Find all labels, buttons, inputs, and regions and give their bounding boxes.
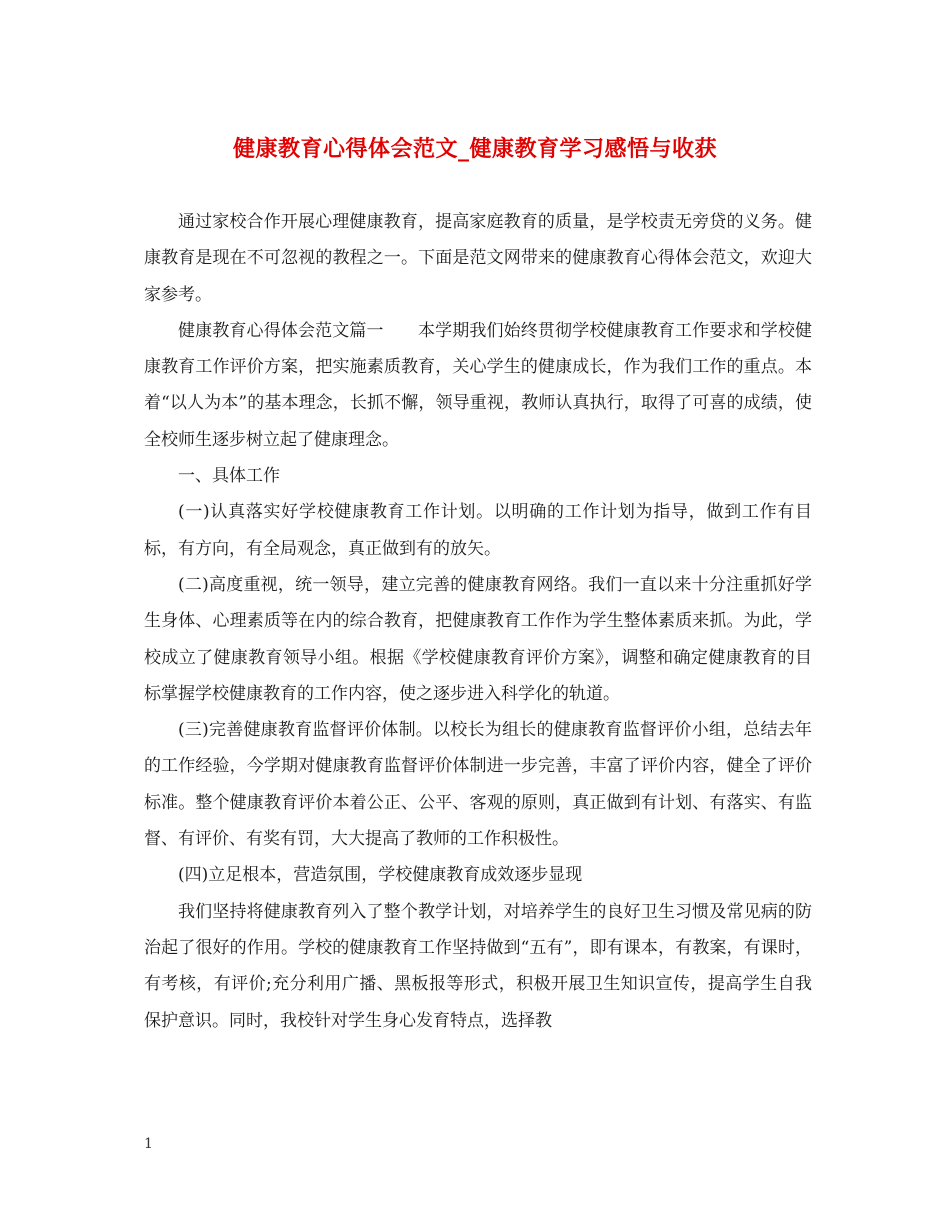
document-title: 健康教育心得体会范文_健康教育学习感悟与收获	[232, 137, 717, 162]
page-number: 1	[144, 1136, 153, 1152]
document-body	[144, 204, 812, 1039]
paragraph-item-four-heading: (四)立足根本，营造氛围，学校健康教育成效逐步显现	[178, 865, 583, 886]
paragraph-item-three: (三)完善健康教育监督评价体制。以校长为组长的健康教育监督评价小组，总结去年的工作经验，今学期对健康教育监督评价体制进一步完善，丰富了评价内容，健全了评价标准。整个健康教育评价本着公正、公平、客观的原则，真正做到有计划、有落实、有监督、有评价、有奖有罚，大大提高了教师的工作积极性。	[144, 720, 812, 850]
section-heading-specific-work: 一、具体工作	[178, 466, 280, 487]
paragraph-item-one: (一)认真落实好学校健康教育工作计划。以明确的工作计划为指导，做到工作有目标，有方向，有全局观念，真正做到有的放矢。	[144, 502, 812, 559]
paragraph-article-one: 健康教育心得体会范文篇一 本学期我们始终贯彻学校健康教育工作要求和学校健康教育工作评价方案，把实施素质教育，关心学生的健康成长，作为我们工作的重点。本着“以人为本”的基本理念，长抓不懈，领导重视，教师认真执行，取得了可喜的成绩，使全校师生逐步树立起了健康理念。	[144, 320, 812, 450]
paragraph-item-four-body: 我们坚持将健康教育列入了整个教学计划，对培养学生的良好卫生习惯及常见病的防治起了很好的作用。学校的健康教育工作坚持做到“五有”，即有课本，有教案，有课时，有考核，有评价;充分利用广播、黑板报等形式，积极开展卫生知识宣传，提高学生自我保护意识。同时，我校针对学生身心发育特点，选择教	[144, 901, 812, 1031]
paragraph-intro: 通过家校合作开展心理健康教育，提高家庭教育的质量，是学校责无旁贷的义务。健康教育是现在不可忽视的教程之一。下面是范文网带来的健康教育心得体会范文，欢迎大家参考。	[144, 212, 812, 305]
paragraph-item-two: (二)高度重视，统一领导，建立完善的健康教育网络。我们一直以来十分注重抓好学生身体、心理素质等在内的综合教育，把健康教育工作作为学生整体素质来抓。为此，学校成立了健康教育领导小组。根据《学校健康教育评价方案》，调整和确定健康教育的目标掌握学校健康教育的工作内容，使之逐步进入科学化的轨道。	[144, 574, 812, 704]
